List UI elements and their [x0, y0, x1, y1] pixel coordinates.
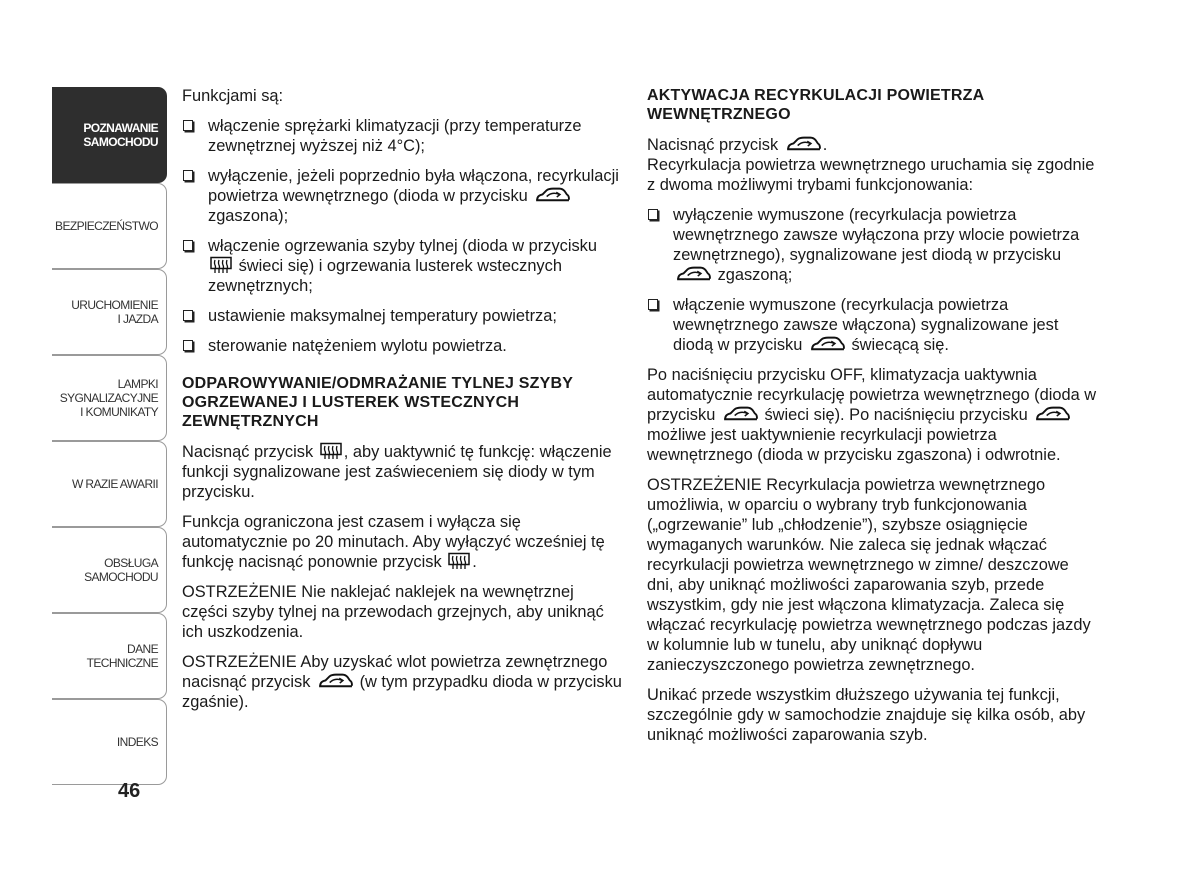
warning-paragraph: OSTRZEŻENIE Aby uzyskać wlot powietrza zewnętrznego nacisnąć przycisk (w tym przypadku dioda w przycisku zgaśnie). — [182, 653, 622, 711]
functions-list — [182, 116, 622, 356]
warning-paragraph: OSTRZEŻENIE Nie naklejać naklejek na wewnętrznej części szyby tylnej na przewodach grzejnych, aby uniknąć ich uszkodzenia. — [182, 583, 604, 641]
list-item: włączenie wymuszone (recyrkulacja powietrza wewnętrznego zawsze włączona) sygnalizowane jest diodą w przycisku świecącą się. — [647, 295, 1097, 355]
rear-window-defrost-icon — [448, 552, 470, 570]
list-item: wyłączenie, jeżeli poprzednio była włączona, recyrkulacji powietrza wewnętrznego (dioda w przycisku zgaszona); — [182, 166, 622, 226]
right-column — [647, 86, 1097, 755]
left-column — [182, 86, 622, 722]
page-number: 46 — [118, 780, 141, 802]
car-recirculation-icon — [785, 136, 821, 153]
list-item: wyłączenie wymuszone (recyrkulacja powietrza wewnętrznego zawsze wyłączona przy wlocie powietrza zewnętrznego), sygnalizowane jest diodą w przycisku zgaszoną; — [647, 205, 1097, 285]
list-item: ustawienie maksymalnej temperatury powietrza; — [182, 306, 622, 326]
tab-dane-techniczne[interactable]: DANE TECHNICZNE — [52, 613, 167, 699]
car-recirculation-icon — [534, 187, 570, 204]
paragraph: Nacisnąć przycisk , aby uaktywnić tę funkcję: włączenie funkcji sygnalizowane jest zaświeceniem się diody w tym przycisku. — [182, 443, 612, 501]
list-item: włączenie ogrzewania szyby tylnej (dioda w przycisku świeci się) i ogrzewania lusterek wstecznych zewnętrznych; — [182, 236, 622, 296]
functions-intro: Funkcjami są: — [182, 87, 284, 105]
car-recirculation-icon — [722, 406, 758, 423]
tab-uruchomienie-i-jazda[interactable]: URUCHOMIENIE I JAZDA — [52, 269, 167, 355]
modes-list — [647, 205, 1097, 355]
checkbox-bullet-icon — [648, 209, 658, 220]
paragraph: Nacisnąć przycisk . Recyrkulacja powietrza wewnętrznego uruchamia się zgodnie z dwoma możliwymi trybami funkcjonowania: — [647, 136, 1095, 194]
list-item: włączenie sprężarki klimatyzacji (przy temperaturze zewnętrznej wyższej niż 4°C); — [182, 116, 622, 156]
paragraph: Po naciśnięciu przycisku OFF, klimatyzacja uaktywnia automatycznie recyrkulację powietrza wewnętrznego (dioda w przycisku świeci się). Po naciśnięciu przycisku możliwe jest uaktywnienie recyrkulacji powietrza wewnętrznego (dioda w przycisku zgaszona) i odwrotnie. — [647, 366, 1097, 464]
paragraph: Funkcja ograniczona jest czasem i wyłącza się automatycznie po 20 minutach. Aby wyłączyć wcześniej tę funkcję nacisnąć ponownie przycisk . — [182, 513, 605, 571]
tab-obsluga-samochodu[interactable]: OBSŁUGA SAMOCHODU — [52, 527, 167, 613]
tab-w-razie-awarii[interactable]: W RAZIE AWARII — [52, 441, 167, 527]
rear-window-defrost-icon — [210, 256, 232, 274]
checkbox-bullet-icon — [183, 340, 193, 351]
car-recirculation-icon — [1034, 406, 1070, 423]
tab-bezpieczenstwo[interactable]: BEZPIECZEŃSTWO — [52, 183, 167, 269]
car-recirculation-icon — [809, 336, 845, 353]
checkbox-bullet-icon — [183, 120, 193, 131]
car-recirculation-icon — [675, 266, 711, 283]
tab-indeks[interactable]: INDEKS — [52, 699, 167, 785]
section-heading-defrost: ODPAROWYWANIE/ODMRAŻANIE TYLNEJ SZYBY OGRZEWANEJ I LUSTEREK WSTECZNYCH ZEWNĘTRZNYCH — [182, 375, 573, 430]
warning-paragraph: OSTRZEŻENIE Recyrkulacja powietrza wewnętrznego umożliwia, w oparciu o wybrany tryb funkcjonowania („ogrzewanie” lub „chłodzenie”), szybsze osiągnięcie wymaganych warunków. Nie zaleca się jednak włączać recyrkulacji powietrza wewnętrznego w zimne/ deszczowe dni, aby uniknąć możliwości zaparowania szyb, przede wszystkim, gdy nie jest włączona klimatyzacja. Zaleca się włączać recyrkulację powietrza wewnętrznego podczas jazdy w kolumnie lub w tunelu, aby uniknąć dopływu zanieczyszczonego powietrza zewnętrznego. — [647, 476, 1091, 674]
list-item: sterowanie natężeniem wylotu powietrza. — [182, 336, 622, 356]
checkbox-bullet-icon — [183, 240, 193, 251]
car-recirculation-icon — [317, 673, 353, 690]
checkbox-bullet-icon — [648, 299, 658, 310]
checkbox-bullet-icon — [183, 310, 193, 321]
rear-window-defrost-icon — [320, 442, 342, 460]
checkbox-bullet-icon — [183, 170, 193, 181]
chapter-tabs — [52, 87, 167, 785]
tab-lampki-sygnalizacyjne[interactable]: LAMPKI SYGNALIZACYJNE I KOMUNIKATY — [52, 355, 167, 441]
paragraph: Unikać przede wszystkim dłuższego używania tej funkcji, szczególnie gdy w samochodzie znajduje się kilka osób, aby uniknąć możliwości zaparowania szyb. — [647, 686, 1086, 744]
tab-poznawanie-samochodu[interactable]: POZNAWANIE SAMOCHODU — [52, 87, 167, 183]
section-heading-recirculation: AKTYWACJA RECYRKULACJI POWIETRZA WEWNĘTRZNEGO — [647, 87, 984, 123]
